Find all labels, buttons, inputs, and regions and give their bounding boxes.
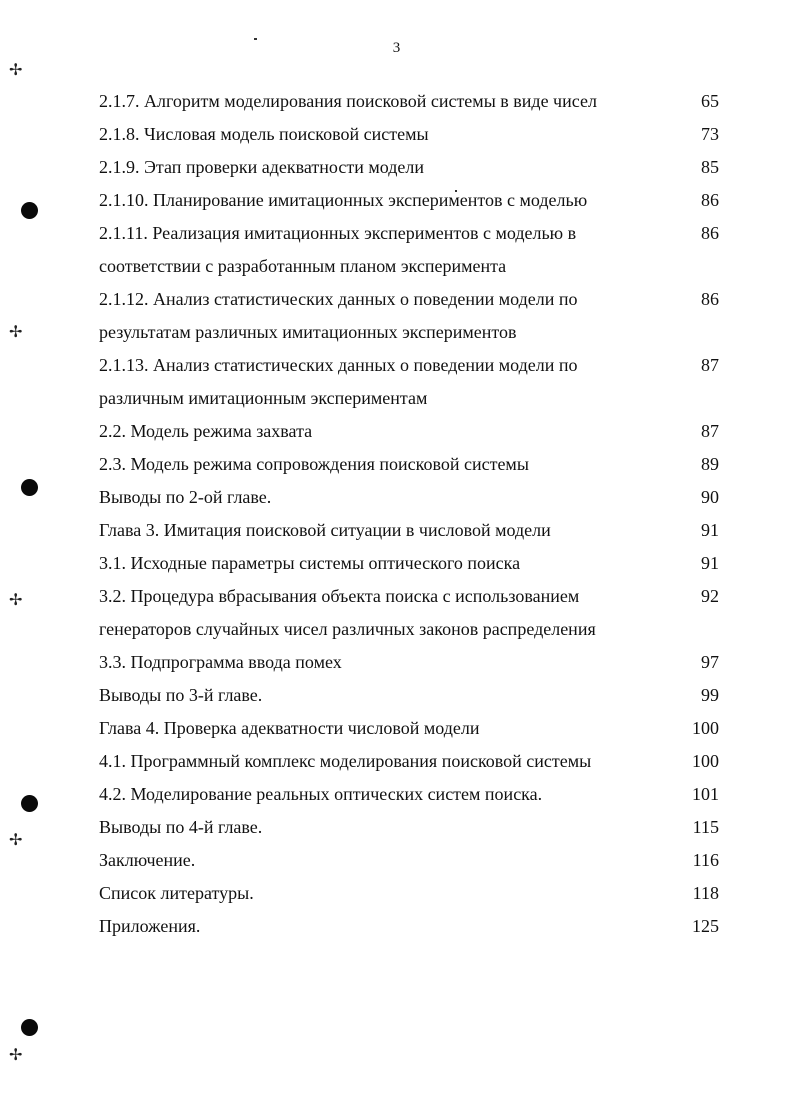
toc-entry-title: Заключение.: [99, 850, 196, 870]
toc-entry-page: 91: [701, 553, 719, 573]
toc-entry-page: 73: [701, 124, 719, 144]
toc-entry-title: Список литературы.: [99, 883, 254, 903]
binder-hole: [21, 479, 38, 496]
toc-entry: [99, 481, 719, 514]
toc-entry-page: 86: [701, 289, 719, 309]
toc-entry-title: 2.1.10. Планирование имитационных экспериментов с моделью: [99, 190, 588, 210]
toc-entry-page: 90: [701, 487, 719, 507]
toc-entry-title: 2.1.9. Этап проверки адекватности модели: [99, 157, 424, 177]
toc-entry: [99, 910, 719, 943]
toc-entry: [99, 580, 719, 646]
toc-entry-page: 87: [701, 355, 719, 375]
table-of-contents: [99, 85, 719, 943]
toc-entry-title: 2.1.11. Реализация имитационных экспериментов с моделью в соответствии с разработанным планом эксперимента: [99, 223, 577, 276]
toc-entry-page: 100: [692, 718, 719, 738]
toc-entry-page: 86: [701, 190, 719, 210]
toc-entry-page: 87: [701, 421, 719, 441]
toc-entry-title: Выводы по 4-й главе.: [99, 817, 263, 837]
toc-entry: [99, 85, 719, 118]
toc-entry: [99, 118, 719, 151]
toc-entry: [99, 679, 719, 712]
toc-entry: [99, 877, 719, 910]
toc-entry-page: 99: [701, 685, 719, 705]
toc-entry-page: 118: [692, 883, 719, 903]
toc-entry-page: 91: [701, 520, 719, 540]
toc-entry: [99, 514, 719, 547]
toc-entry: [99, 448, 719, 481]
binder-hole: [21, 1019, 38, 1036]
toc-entry-title: 4.1. Программный комплекс моделирования поисковой системы: [99, 751, 592, 771]
toc-entry-page: 97: [701, 652, 719, 672]
toc-entry: [99, 745, 719, 778]
toc-entry: [99, 349, 719, 415]
toc-entry-title: 2.1.12. Анализ статистических данных о поведении модели по результатам различных имитационных экспериментов: [99, 289, 578, 342]
toc-entry-title: Выводы по 2-ой главе.: [99, 487, 272, 507]
scan-speck: [254, 38, 257, 40]
toc-entry-title: 2.1.7. Алгоритм моделирования поисковой системы в виде чисел: [99, 91, 597, 111]
toc-entry: [99, 811, 719, 844]
toc-entry-title: 3.3. Подпрограмма ввода помех: [99, 652, 342, 672]
toc-entry: [99, 151, 719, 184]
toc-entry-title: Глава 3. Имитация поисковой ситуации в числовой модели: [99, 520, 551, 540]
toc-entry-title: 2.1.8. Числовая модель поисковой системы: [99, 124, 429, 144]
toc-entry-title: 3.1. Исходные параметры системы оптического поиска: [99, 553, 521, 573]
toc-entry: [99, 217, 719, 283]
toc-entry-page: 89: [701, 454, 719, 474]
toc-entry: [99, 646, 719, 679]
binder-hole: [21, 795, 38, 812]
toc-entry-title: Глава 4. Проверка адекватности числовой модели: [99, 718, 480, 738]
toc-entry-title: 2.1.13. Анализ статистических данных о поведении модели по различным имитационным экспериментам: [99, 355, 578, 408]
toc-entry-page: 92: [701, 586, 719, 606]
toc-entry-page: 125: [692, 916, 719, 936]
toc-entry-title: 2.3. Модель режима сопровождения поисковой системы: [99, 454, 529, 474]
toc-entry-title: 3.2. Процедура вбрасывания объекта поиска с использованием генераторов случайных чисел различных законов распределения: [99, 586, 596, 639]
toc-entry-page: 86: [701, 223, 719, 243]
toc-entry: [99, 778, 719, 811]
toc-entry-page: 85: [701, 157, 719, 177]
toc-entry-page: 65: [701, 91, 719, 111]
toc-entry: [99, 415, 719, 448]
toc-entry-title: Выводы по 3-й главе.: [99, 685, 263, 705]
scan-mark-icon: ✢: [9, 1045, 23, 1064]
toc-entry: [99, 283, 719, 349]
scan-mark-icon: ✢: [9, 60, 23, 79]
toc-entry: [99, 844, 719, 877]
toc-entry-page: 116: [692, 850, 719, 870]
page-number: 3: [392, 40, 401, 56]
toc-entry: [99, 712, 719, 745]
toc-entry-title: 4.2. Моделирование реальных оптических систем поиска.: [99, 784, 543, 804]
binder-hole: [21, 202, 38, 219]
toc-entry: [99, 547, 719, 580]
scan-mark-icon: ✢: [9, 590, 23, 609]
toc-entry-title: Приложения.: [99, 916, 201, 936]
toc-entry-page: 100: [692, 751, 719, 771]
toc-entry-page: 115: [692, 817, 719, 837]
scan-mark-icon: ✢: [9, 322, 23, 341]
toc-entry-page: 101: [692, 784, 719, 804]
scan-mark-icon: ✢: [9, 830, 23, 849]
toc-entry-title: 2.2. Модель режима захвата: [99, 421, 313, 441]
toc-entry: [99, 184, 719, 217]
